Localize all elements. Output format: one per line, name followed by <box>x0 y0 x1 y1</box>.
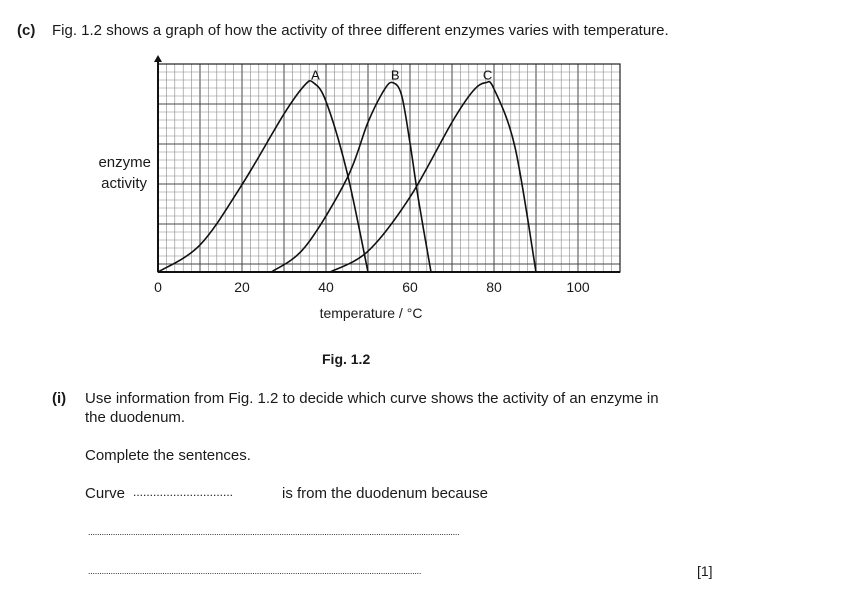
x-tick-label: 100 <box>566 279 590 295</box>
y-axis-label-line2: activity <box>101 175 147 192</box>
x-tick-label: 60 <box>402 279 418 295</box>
x-tick-label: 20 <box>234 279 250 295</box>
part-label: (c) <box>17 22 36 39</box>
answer-line-2[interactable]: .................................................................................................................................................... <box>88 566 422 576</box>
curve-label-a: A <box>311 67 320 83</box>
x-tick-label: 80 <box>486 279 502 295</box>
curve-label-b: B <box>390 67 400 83</box>
chart-grid <box>158 64 620 272</box>
intro-text: Fig. 1.2 shows a graph of how the activity of three different enzymes varies with temperature. <box>52 22 669 39</box>
x-tick-label: 40 <box>318 279 334 295</box>
figure-caption: Fig. 1.2 <box>322 351 371 367</box>
subpart-text-line2: the duodenum. <box>85 409 186 426</box>
subpart-text-line1: Use information from Fig. 1.2 to decide which curve shows the activity of an enzyme in <box>85 390 659 407</box>
sentence-suffix: is from the duodenum because <box>282 485 488 502</box>
answer-line-1[interactable]: ..................................................................................................................................................................... <box>88 527 460 537</box>
curve-answer-blank[interactable]: .............................. <box>133 485 234 499</box>
y-axis-label-line1: enzyme <box>98 154 151 171</box>
sentence-prefix: Curve <box>85 485 126 502</box>
curve-label-c: C <box>482 67 493 83</box>
curve-a <box>158 81 368 272</box>
marks-label: [1] <box>697 563 713 579</box>
curve-c <box>330 82 536 272</box>
subpart-label: (i) <box>52 390 67 407</box>
y-axis-arrow <box>154 55 162 62</box>
x-tick-label: 0 <box>154 279 162 295</box>
instruction-text: Complete the sentences. <box>85 447 251 464</box>
x-axis-label: temperature / °C <box>319 305 423 321</box>
